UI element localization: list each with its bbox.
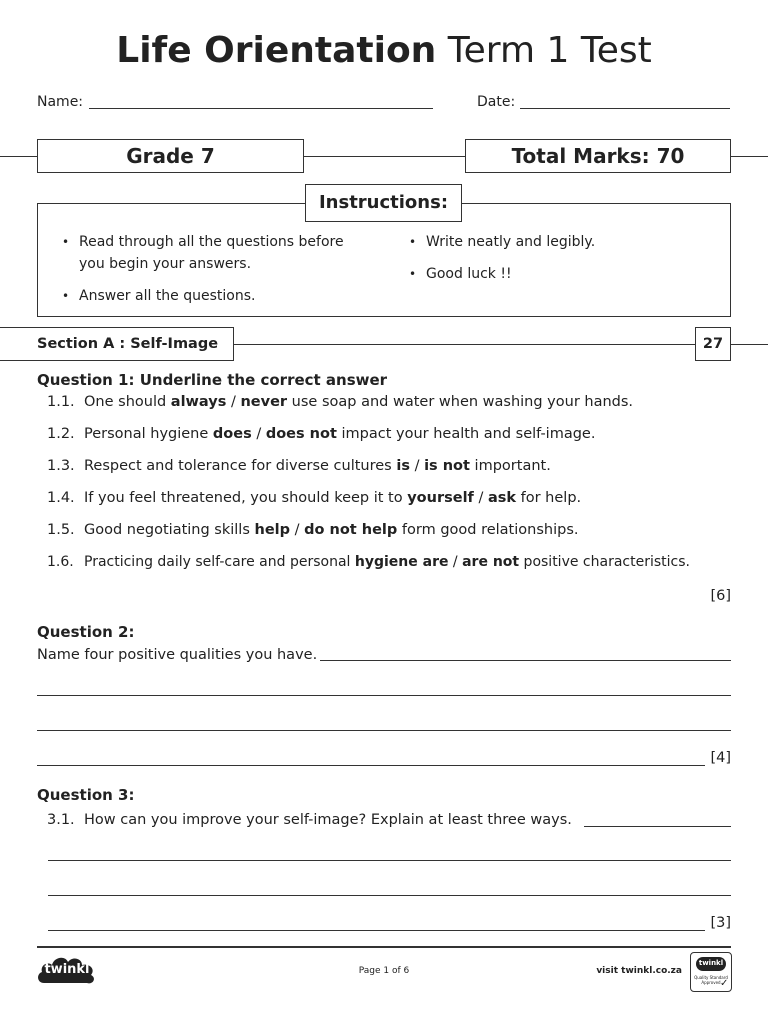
- answer-line[interactable]: [37, 730, 731, 731]
- twinkl-logo: twinkl: [36, 953, 98, 987]
- total-marks-label: Total Marks: 70: [511, 144, 685, 168]
- answer-line[interactable]: [37, 695, 731, 696]
- option-a[interactable]: always: [170, 394, 227, 410]
- q2-title: Question 2:: [37, 623, 135, 641]
- q1-item: 1.5. Good negotiating skills help / do not help form good relationships.: [47, 522, 579, 538]
- q3-prompt: How can you improve your self-image? Explain at least three ways.: [84, 812, 572, 828]
- bullet-icon: •: [409, 235, 417, 249]
- grade-box: [37, 139, 304, 173]
- option-b[interactable]: are not: [462, 554, 520, 570]
- quality-badge: twinkl Quality Standard Approved ✓: [690, 952, 732, 992]
- q2-marks: [4]: [710, 750, 731, 766]
- option-a[interactable]: does: [212, 426, 252, 442]
- q1-item: 1.1. One should always / never use soap and water when washing your hands.: [47, 394, 634, 410]
- q3-item: 3.1. How can you improve your self-image? Explain at least three ways.: [47, 812, 572, 828]
- option-a[interactable]: help: [254, 522, 291, 538]
- page-title: [0, 28, 768, 74]
- name-label: Name:: [37, 94, 84, 110]
- option-b[interactable]: do not help: [304, 522, 398, 538]
- option-b[interactable]: does not: [265, 426, 337, 442]
- answer-line[interactable]: [320, 660, 731, 661]
- instructions-heading: Instructions:: [305, 184, 462, 222]
- q3-marks: [3]: [710, 915, 731, 931]
- q1-item: 1.2. Personal hygiene does / does not impact your health and self-image.: [47, 426, 596, 442]
- option-b[interactable]: never: [240, 394, 288, 410]
- answer-line[interactable]: [37, 765, 705, 766]
- option-b[interactable]: is not: [424, 458, 470, 474]
- bullet-icon: •: [62, 235, 70, 249]
- instruction-item: • Read through all the questions before you begin your answers.: [62, 231, 382, 275]
- total-marks-box: [465, 139, 731, 173]
- q2-prompt: Name four positive qualities you have.: [37, 647, 318, 663]
- title-bold: Life Orientation: [116, 30, 437, 71]
- answer-line[interactable]: [48, 860, 731, 861]
- option-b[interactable]: ask: [487, 490, 517, 506]
- q1-item: 1.3. Respect and tolerance for diverse cultures is / is not important.: [47, 458, 551, 474]
- answer-line[interactable]: [584, 826, 731, 827]
- section-a-label: Section A : Self-Image: [37, 336, 219, 352]
- instruction-item: • Good luck !!: [409, 263, 709, 285]
- page-number: Page 1 of 6: [358, 966, 410, 976]
- check-icon: ✓: [720, 978, 729, 989]
- option-a[interactable]: is: [396, 458, 410, 474]
- site-link[interactable]: visit twinkl.co.za: [596, 966, 682, 976]
- q1-item: 1.4. If you feel threatened, you should keep it to yourself / ask for help.: [47, 490, 582, 506]
- q1-item: 1.6. Practicing daily self-care and personal hygiene are / are not positive characteristics.: [47, 554, 690, 570]
- q1-marks: [6]: [710, 588, 731, 604]
- option-a[interactable]: hygiene are: [354, 554, 449, 570]
- section-a-marks: 27: [695, 327, 731, 361]
- title-light: Term 1 Test: [447, 30, 652, 71]
- footer-rule: [37, 946, 731, 948]
- name-field[interactable]: [89, 108, 433, 109]
- section-a-box: [0, 327, 234, 361]
- q3-title: Question 3:: [37, 786, 135, 804]
- date-field[interactable]: [520, 108, 730, 109]
- date-label: Date:: [477, 94, 516, 110]
- option-a[interactable]: yourself: [407, 490, 474, 506]
- instruction-item: • Write neatly and legibly.: [409, 231, 709, 253]
- instruction-item: • Answer all the questions.: [62, 285, 382, 307]
- bullet-icon: •: [62, 289, 70, 303]
- answer-line[interactable]: [48, 895, 731, 896]
- answer-line[interactable]: [48, 930, 705, 931]
- grade-label: Grade 7: [126, 144, 215, 168]
- q1-title: Question 1: Underline the correct answer: [37, 371, 388, 389]
- bullet-icon: •: [409, 267, 417, 281]
